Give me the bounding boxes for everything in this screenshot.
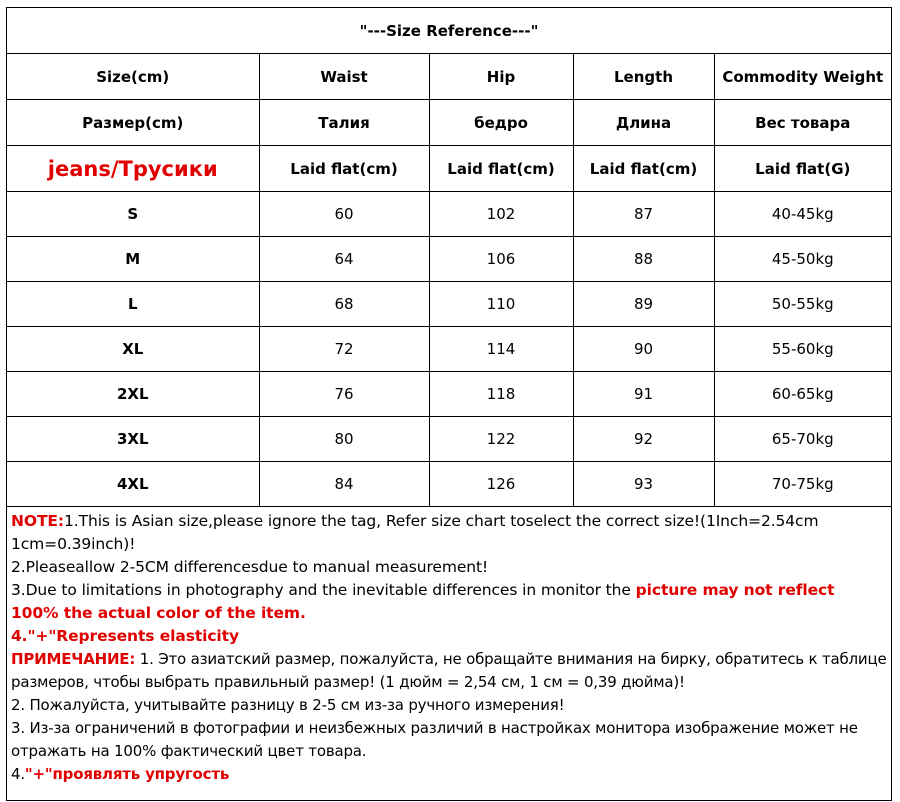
header-weight: Commodity Weight <box>714 54 891 100</box>
ru-note-1-text: 1. Это азиатский размер, пожалуйста, не обращайте внимания на бирку, обратитесь к таблице размеров, чтобы выбрать правильный размер! (1 дюйм = 2,54 см, 1 см = 0,39 дюйма)! <box>11 650 887 691</box>
weight-cell: 40-45kg <box>714 192 891 237</box>
header-size-ru: Размер(cm) <box>7 100 259 146</box>
measure-hip: Laid flat(cm) <box>429 146 573 192</box>
measure-length: Laid flat(cm) <box>573 146 714 192</box>
header-size: Size(cm) <box>7 54 259 100</box>
notes-section <box>7 507 891 786</box>
header-length-ru: Длина <box>573 100 714 146</box>
weight-cell: 60-65kg <box>714 372 891 417</box>
note-1-text: 1.This is Asian size,please ignore the tag, Refer size chart toselect the correct size!(1Inch=2.54cm 1cm=0.39inch)! <box>11 512 819 553</box>
waist-cell: 72 <box>259 327 429 372</box>
length-cell: 88 <box>573 237 714 282</box>
waist-cell: 60 <box>259 192 429 237</box>
header-waist: Waist <box>259 54 429 100</box>
hip-cell: 106 <box>429 237 573 282</box>
size-chart-sheet <box>6 7 892 801</box>
note-3-highlight: picture may not reflect 100% the actual color of the item. <box>11 581 835 622</box>
weight-cell: 65-70kg <box>714 417 891 462</box>
header-row-en <box>7 54 891 100</box>
header-row-measure <box>7 146 891 192</box>
length-cell: 89 <box>573 282 714 327</box>
note-3-text: 3.Due to limitations in photography and the inevitable differences in monitor the <box>11 581 636 599</box>
size-cell: S <box>7 192 259 237</box>
ru-note-1 <box>11 648 887 694</box>
product-type-label: jeans/Трусики <box>7 146 259 192</box>
hip-cell: 110 <box>429 282 573 327</box>
hip-cell: 114 <box>429 327 573 372</box>
hip-cell: 118 <box>429 372 573 417</box>
waist-cell: 80 <box>259 417 429 462</box>
header-hip-ru: бедро <box>429 100 573 146</box>
header-length: Length <box>573 54 714 100</box>
length-cell: 91 <box>573 372 714 417</box>
note-4: 4."+"Represents elasticity <box>11 627 239 645</box>
weight-cell: 50-55kg <box>714 282 891 327</box>
header-hip: Hip <box>429 54 573 100</box>
ru-note-4-prefix: 4. <box>11 765 25 783</box>
waist-cell: 76 <box>259 372 429 417</box>
header-weight-ru: Вес товара <box>714 100 891 146</box>
length-cell: 87 <box>573 192 714 237</box>
length-cell: 92 <box>573 417 714 462</box>
table-row <box>7 327 891 372</box>
size-cell: L <box>7 282 259 327</box>
chart-title: "---Size Reference---" <box>7 8 891 54</box>
note-3 <box>11 579 887 625</box>
size-cell: 2XL <box>7 372 259 417</box>
waist-cell: 84 <box>259 462 429 507</box>
hip-cell: 102 <box>429 192 573 237</box>
measure-weight: Laid flat(G) <box>714 146 891 192</box>
ru-note-4-highlight: "+"проявлять упругость <box>24 765 230 783</box>
table-row <box>7 192 891 237</box>
hip-cell: 122 <box>429 417 573 462</box>
size-table <box>7 8 891 507</box>
table-row <box>7 282 891 327</box>
ru-note-label: ПРИМЕЧАНИЕ: <box>11 650 136 668</box>
table-row <box>7 237 891 282</box>
note-1 <box>11 510 887 556</box>
size-cell: 3XL <box>7 417 259 462</box>
size-cell: XL <box>7 327 259 372</box>
note-2: 2.Pleaseallow 2-5CM differencesdue to manual measurement! <box>11 558 489 576</box>
table-row <box>7 462 891 507</box>
table-row <box>7 417 891 462</box>
waist-cell: 64 <box>259 237 429 282</box>
ru-note-3: 3. Из-за ограничений в фотографии и неизбежных различий в настройках монитора изображение может не отражать на 100% фактический цвет товара. <box>11 719 858 760</box>
title-row <box>7 8 891 54</box>
length-cell: 90 <box>573 327 714 372</box>
weight-cell: 45-50kg <box>714 237 891 282</box>
ru-note-4 <box>11 763 887 786</box>
weight-cell: 55-60kg <box>714 327 891 372</box>
size-cell: 4XL <box>7 462 259 507</box>
length-cell: 93 <box>573 462 714 507</box>
table-row <box>7 372 891 417</box>
header-row-ru <box>7 100 891 146</box>
size-cell: M <box>7 237 259 282</box>
note-label: NOTE: <box>11 512 65 530</box>
ru-note-2: 2. Пожалуйста, учитывайте разницу в 2-5 см из-за ручного измерения! <box>11 696 565 714</box>
header-waist-ru: Талия <box>259 100 429 146</box>
measure-waist: Laid flat(cm) <box>259 146 429 192</box>
weight-cell: 70-75kg <box>714 462 891 507</box>
hip-cell: 126 <box>429 462 573 507</box>
waist-cell: 68 <box>259 282 429 327</box>
